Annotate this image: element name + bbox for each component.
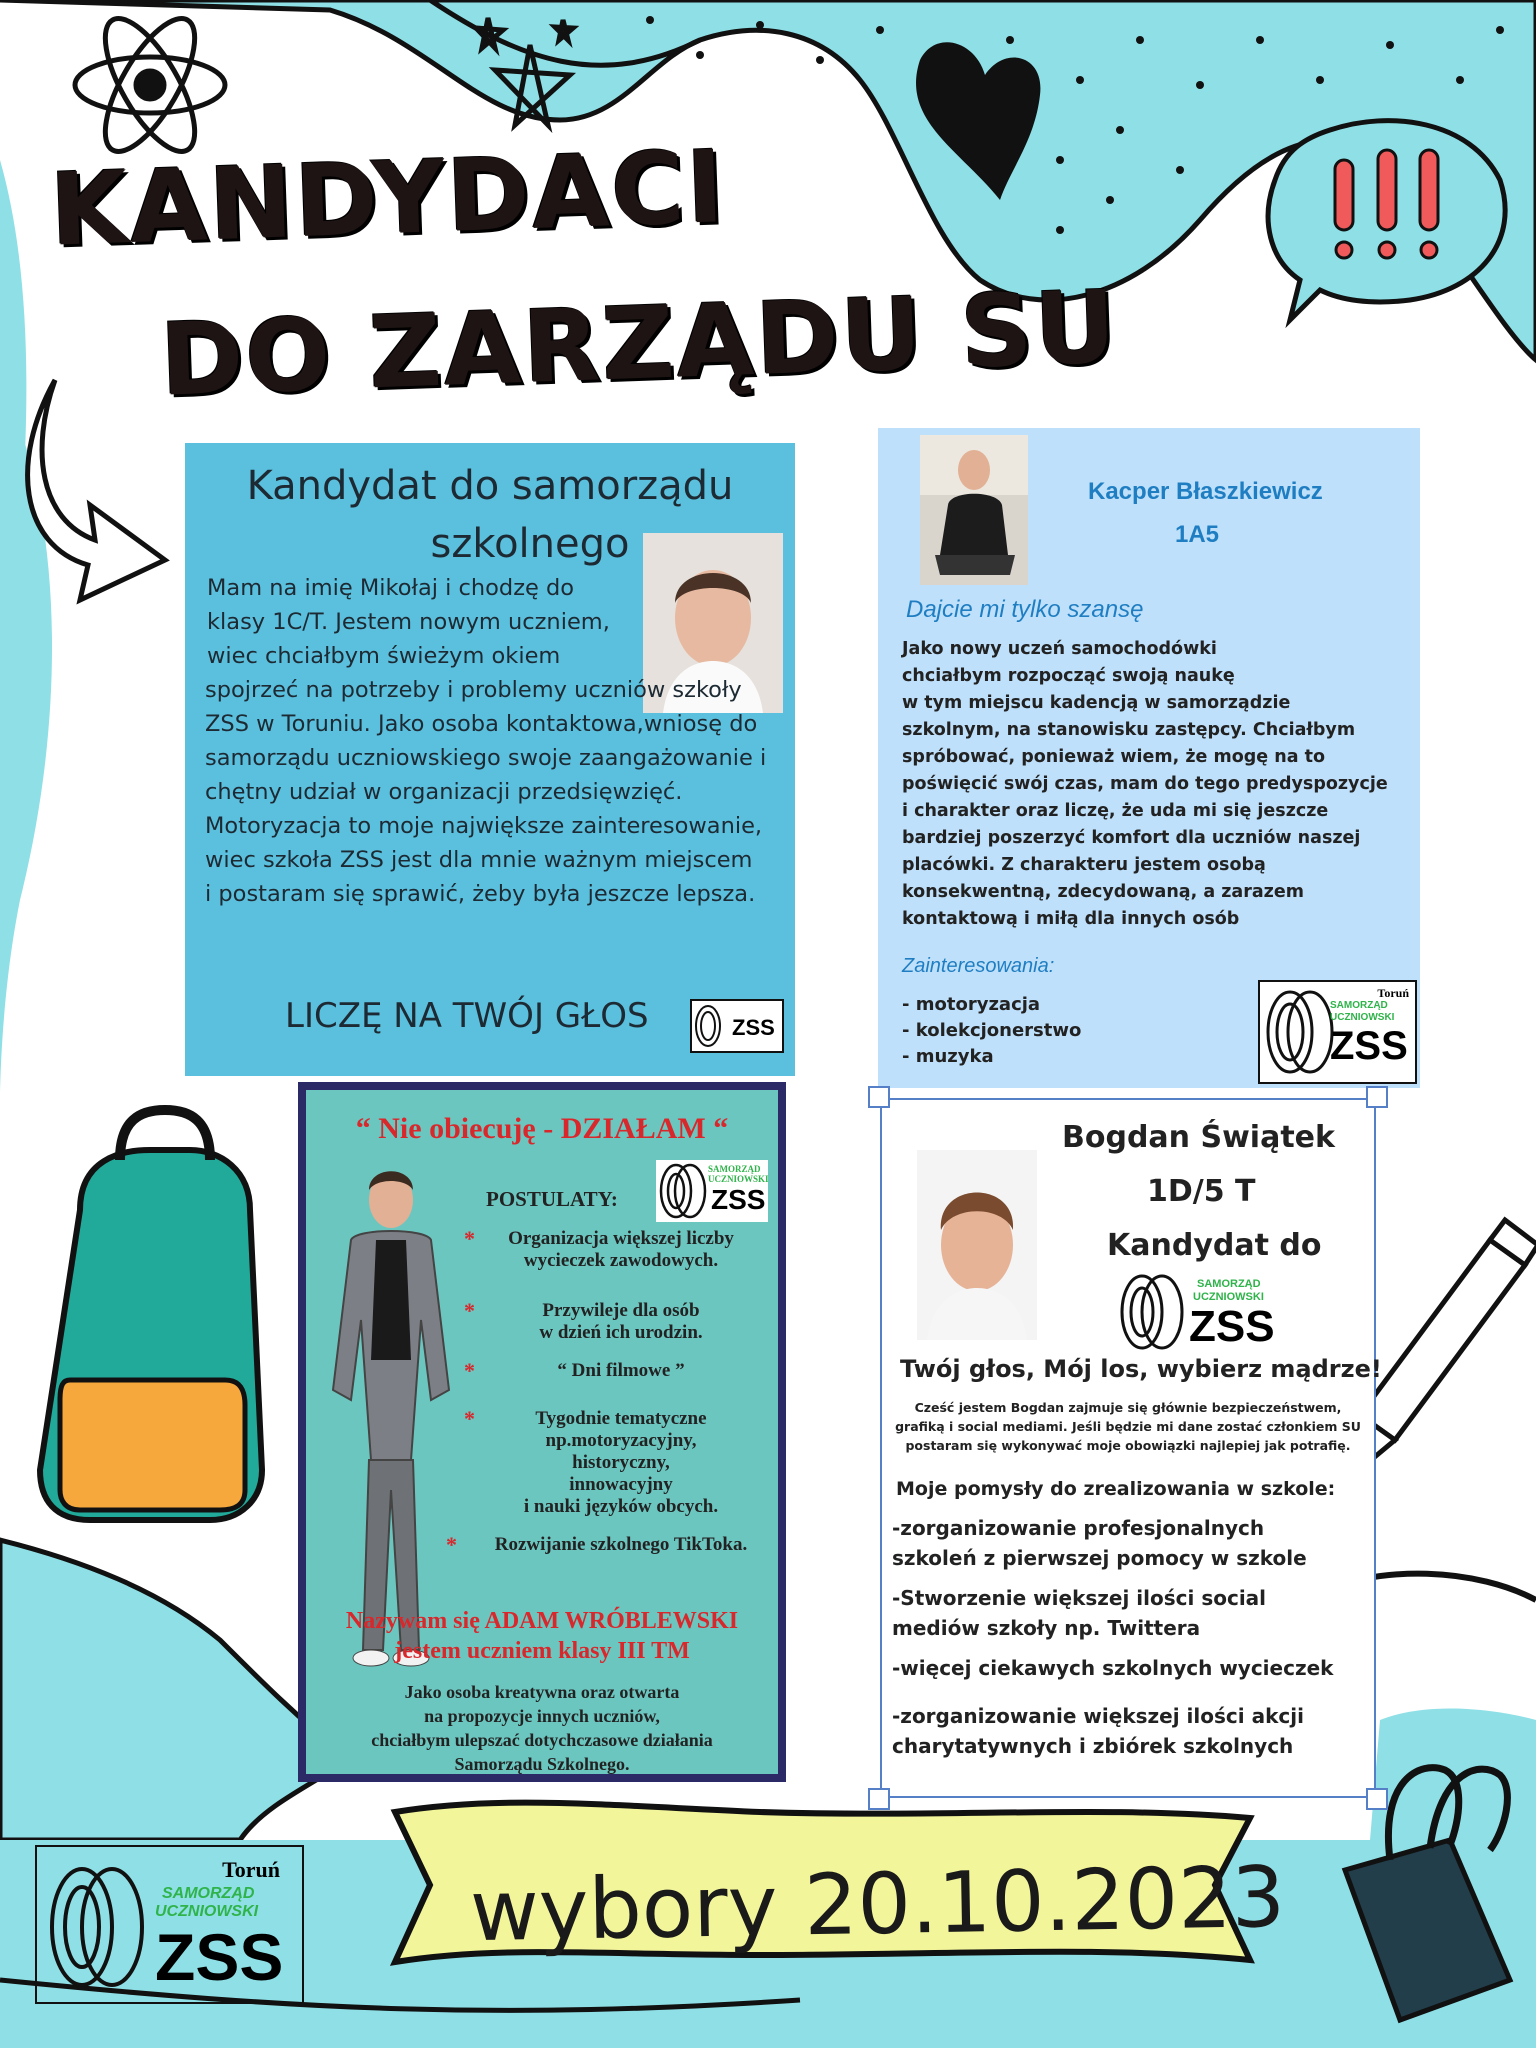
idea-line: -więcej ciekawych szkolnych wycieczek xyxy=(892,1656,1334,1680)
bio-line: Motoryzacja to moje największe zainteresowanie, xyxy=(205,813,763,839)
card-heading: szkolnego xyxy=(430,521,630,567)
postulate-line: np.motoryzacyjny, xyxy=(545,1430,697,1451)
zss-logo xyxy=(656,1160,768,1222)
interest-item: - muzyka xyxy=(902,1046,994,1067)
bio-line: wiec chciałbym świeżym okiem xyxy=(207,643,561,669)
bio-line: szkolnym, na stanowisku zastępcy. Chciałbym xyxy=(902,720,1356,740)
idea-line: szkoleń z pierwszej pomocy w szkole xyxy=(892,1546,1307,1570)
zss-logo-large xyxy=(35,1845,304,2004)
candidate-photo xyxy=(917,1150,1037,1340)
logo-line: UCZNIOWSKI xyxy=(155,1903,259,1920)
bio-line: kontaktową i miłą dla innych osób xyxy=(902,909,1240,929)
postulate-line: historyczny, xyxy=(572,1452,670,1473)
card-heading: Kandydat do samorządu xyxy=(246,463,734,509)
vote-text: LICZĘ NA TWÓJ GŁOS xyxy=(285,996,649,1036)
bio-line: spojrzeć na potrzeby i problemy uczniów szkoły xyxy=(205,677,742,703)
bio-line: samorządu uczniowskiego swoje zaangażowanie i xyxy=(205,745,767,771)
logo-line: SAMORZĄD xyxy=(1197,1278,1261,1290)
logo-line: SAMORZĄD xyxy=(708,1164,761,1174)
bio-line: Jako nowy uczeń samochodówki xyxy=(902,639,1217,659)
corner-handle xyxy=(1366,1086,1388,1108)
bio-line: i postaram się sprawić, żeby była jeszcze lepsza. xyxy=(205,881,756,907)
postulate-line: Rozwijanie szkolnego TikToka. xyxy=(494,1534,748,1555)
logo-line: SAMORZĄD xyxy=(1330,1000,1388,1011)
logo-mark: ZSS xyxy=(1330,1024,1408,1068)
zss-logo xyxy=(1258,980,1417,1084)
bullet-star-icon: * xyxy=(464,1358,475,1383)
bio-line: i charakter oraz liczę, że uda mi się jeszcze xyxy=(902,801,1329,821)
pencil-icon xyxy=(1360,1220,1536,1465)
corner-handle xyxy=(868,1788,890,1810)
bio-line: w tym miejscu kadencją w samorządzie xyxy=(902,693,1291,713)
candidate-name-line: Nazywam się ADAM WRÓBLEWSKI xyxy=(345,1608,739,1634)
bio-line: chciałbym rozpocząć swoją naukę xyxy=(902,666,1235,686)
bullet-star-icon: * xyxy=(464,1406,475,1431)
zss-logo xyxy=(1117,1272,1287,1352)
candidate-label: Kandydat do xyxy=(1107,1228,1322,1263)
corner-handle xyxy=(868,1086,890,1108)
bullet-star-icon: * xyxy=(446,1532,457,1557)
logo-line: UCZNIOWSKI xyxy=(1193,1291,1264,1303)
interest-item: - kolekcjonerstwo xyxy=(902,1020,1082,1041)
bio-line: klasy 1C/T. Jestem nowym uczniem, xyxy=(207,609,610,635)
bullet-star-icon: * xyxy=(464,1226,475,1251)
idea-line: -zorganizowanie profesjonalnych xyxy=(892,1516,1265,1540)
intro-line: Cześć jestem Bogdan zajmuje się głównie bezpieczeństwem, xyxy=(914,1400,1342,1415)
speech-bubble-exclamation-icon xyxy=(1268,121,1505,320)
idea-line: mediów szkoły np. Twittera xyxy=(892,1616,1201,1640)
logo-line: UCZNIOWSKI xyxy=(1330,1012,1395,1023)
bio-line: chciałbym ulepszać dotychczasowe działania xyxy=(371,1730,713,1750)
bio-line: chętny udział w organizacji przedsięwzięć. xyxy=(205,779,683,805)
interest-item: - motoryzacja xyxy=(902,994,1041,1015)
candidate-card-mikolaj xyxy=(185,443,795,1076)
candidate-card-kacper xyxy=(878,428,1420,1088)
logo-line: UCZNIOWSKI xyxy=(708,1174,769,1184)
idea-line: -Stworzenie większej ilości social xyxy=(892,1586,1267,1610)
logo-city: Toruń xyxy=(1377,986,1409,1000)
bio-line: konsekwentną, zdecydowaną, a zarazem xyxy=(902,882,1304,902)
postulates-label: POSTULATY: xyxy=(486,1187,618,1211)
slogan: “ Nie obiecuję - DZIAŁAM “ xyxy=(355,1112,729,1145)
title-line-2: DO ZARZĄDU SU xyxy=(158,268,1120,419)
logo-mark: ZSS xyxy=(711,1184,766,1215)
intro-line: grafiką i social mediami. Jeśli będzie mi dane zostać członkiem SU xyxy=(895,1419,1361,1434)
bio-line: spróbować, ponieważ wiem, że mogę na to xyxy=(902,747,1326,767)
candidate-card-bogdan xyxy=(880,1098,1382,1798)
idea-line: charytatywnych i zbiórek szkolnych xyxy=(892,1734,1294,1758)
postulate-line: wycieczek zawodowych. xyxy=(523,1250,719,1271)
candidate-card-adam xyxy=(298,1082,786,1782)
idea-line: -zorganizowanie większej ilości akcji xyxy=(892,1704,1304,1728)
zss-logo xyxy=(690,999,784,1053)
candidate-name: Bogdan Świątek xyxy=(1062,1120,1335,1155)
logo-city: Toruń xyxy=(222,1857,280,1882)
interests-label: Zainteresowania: xyxy=(902,955,1055,977)
election-date: wybory 20.10.2023 xyxy=(469,1847,1286,1961)
postulate-line: Tygodnie tematyczne xyxy=(535,1408,707,1429)
bio-line: Jako osoba kreatywna oraz otwarta xyxy=(404,1682,680,1702)
bio-line: placówki. Z charakteru jestem osobą xyxy=(902,855,1266,875)
bio-line: Samorządu Szkolnego. xyxy=(454,1754,630,1774)
bio-line: ZSS w Toruniu. Jako osoba kontaktowa,wniosę do xyxy=(205,711,758,737)
candidate-photo xyxy=(311,1160,471,1680)
candidate-class-line: jestem uczniem klasy III TM xyxy=(394,1638,690,1664)
logo-line: SAMORZĄD xyxy=(162,1885,255,1902)
title-line-1: KANDYDACI xyxy=(48,128,728,269)
bio-line: bardziej poszerzyć komfort dla uczniów naszej xyxy=(902,828,1361,848)
candidate-name: Kacper Błaszkiewicz xyxy=(1088,478,1323,505)
slogan: Dajcie mi tylko szansę xyxy=(906,596,1144,623)
bio-line: Mam na imię Mikołaj i chodzę do xyxy=(207,575,575,601)
bullet-star-icon: * xyxy=(464,1298,475,1323)
ideas-label: Moje pomysły do zrealizowania w szkole: xyxy=(896,1478,1336,1500)
candidate-class: 1A5 xyxy=(1175,521,1220,548)
postulate-line: Organizacja większej liczby xyxy=(508,1228,734,1249)
postulate-line: i nauki języków obcych. xyxy=(523,1496,719,1517)
bio-line: na propozycje innych uczniów, xyxy=(424,1706,660,1726)
backpack-icon xyxy=(40,1110,262,1520)
postulate-line: innowacyjny xyxy=(569,1474,673,1495)
postulate-line: Przywileje dla osób xyxy=(542,1300,700,1321)
bio-line: wiec szkoła ZSS jest dla mnie ważnym miejscem xyxy=(205,847,753,873)
intro-line: postaram się wykonywać moje obowiązki najlepiej jak potrafię. xyxy=(905,1438,1351,1453)
candidate-class: 1D/5 T xyxy=(1147,1174,1256,1209)
atom-icon xyxy=(75,6,225,164)
slogan: Twój głos, Mój los, wybierz mądrze! xyxy=(900,1355,1382,1383)
logo-mark: ZSS xyxy=(732,1015,775,1040)
logo-mark: ZSS xyxy=(1189,1302,1275,1351)
candidate-photo xyxy=(920,435,1028,585)
logo-mark: ZSS xyxy=(155,1920,284,1994)
corner-handle xyxy=(1366,1788,1388,1810)
postulate-line: w dzień ich urodzin. xyxy=(539,1322,703,1343)
postulate-line: “ Dni filmowe ” xyxy=(557,1360,685,1381)
bio-line: poświęcić swój czas, mam do tego predyspozycje xyxy=(902,774,1388,794)
